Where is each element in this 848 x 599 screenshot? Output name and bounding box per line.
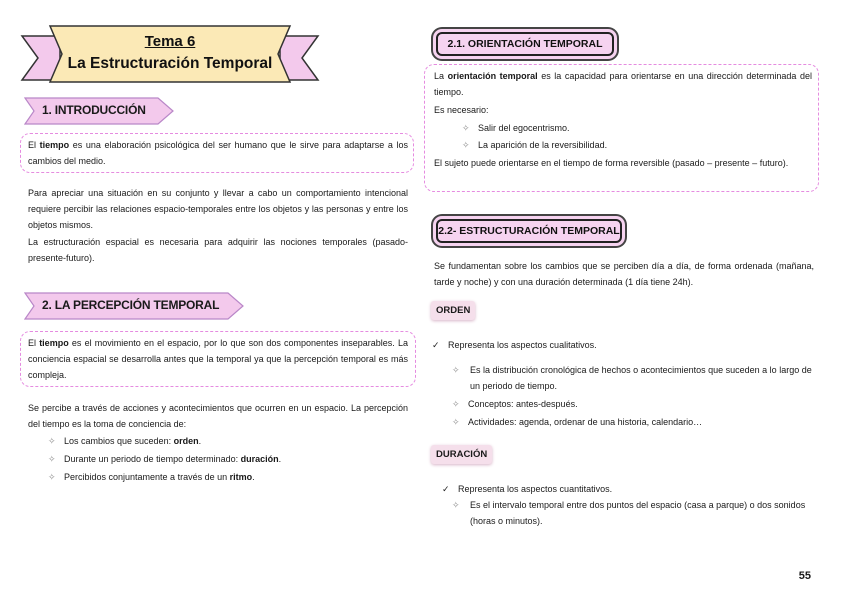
page-number: 55 bbox=[798, 570, 811, 582]
list-item: ✧ Es el intervalo temporal entre dos puntos del espacio (casa a parque) o dos sonidos (horas o minutos). bbox=[452, 497, 816, 529]
list-item: ✧ Durante un periodo de tiempo determinado: duración. bbox=[48, 451, 281, 467]
list-item: ✧ Es la distribución cronológica de hechos o acontecimientos que suceden a lo largo de un periodo de tiempo. bbox=[452, 362, 816, 394]
sparkle-icon: ✧ bbox=[48, 436, 56, 446]
duracion-label: DURACIÓN bbox=[431, 445, 492, 464]
check-icon: ✓ bbox=[432, 340, 440, 350]
heading-orientacion-label: 2.1. ORIENTACIÓN TEMPORAL bbox=[447, 38, 603, 50]
list-item: ✧ Salir del egocentrismo. bbox=[462, 120, 570, 136]
sparkle-icon: ✧ bbox=[452, 500, 460, 510]
title-banner bbox=[20, 22, 320, 86]
sparkle-icon: ✧ bbox=[462, 123, 470, 133]
list-item: ✧ Percibidos conjuntamente a través de un ritmo. bbox=[48, 469, 255, 485]
sparkle-icon: ✧ bbox=[452, 365, 460, 375]
sparkle-icon: ✧ bbox=[48, 472, 56, 482]
orden-check-item: ✓ Representa los aspectos cualitativos. bbox=[432, 337, 597, 353]
duracion-check-item: ✓ Representa los aspectos cuantitativos. bbox=[442, 481, 612, 497]
list-item: ✧ La aparición de la reversibilidad. bbox=[462, 137, 607, 153]
section-heading-orientacion bbox=[436, 32, 614, 56]
section-heading-percepcion bbox=[24, 292, 244, 320]
section-heading-estructuracion bbox=[436, 219, 622, 243]
percepcion-paragraph: Se percibe a través de acciones y acontecimientos que ocurren en un espacio. La percepción del tiempo es la toma de conciencia de: bbox=[28, 403, 408, 429]
page-title bbox=[20, 31, 320, 75]
estructuracion-paragraph: Se fundamentan sobre los cambios que se perciben día a día, de forma ordenada (mañana, tarde y noche) y con una duración determinada (1 día tiene 24h). bbox=[434, 261, 814, 287]
sparkle-icon: ✧ bbox=[462, 140, 470, 150]
percepcion-definition: El tiempo es el movimiento en el espacio, por lo que son dos componentes inseparables. La conciencia espacial se desarrolla antes que la temporal ya que la percepción temporal es más compleja. bbox=[28, 338, 408, 380]
intro-paragraph-2: La estructuración espacial es necesaria para adquirir las nociones temporales (pasado-presente-futuro). bbox=[28, 237, 408, 263]
heading-introduccion-label: 1. INTRODUCCIÓN bbox=[42, 103, 146, 117]
list-item: ✧ Actividades: agenda, ordenar de una historia, calendario… bbox=[452, 414, 702, 430]
section-heading-introduccion bbox=[24, 97, 174, 125]
title-line-2: La Estructuración Temporal bbox=[67, 55, 273, 72]
intro-definition: El tiempo es una elaboración psicológica del ser humano que le sirve para adaptarse a los cambios del medio. bbox=[28, 140, 408, 166]
heading-estructuracion-label: 2.2- ESTRUCTURACIÓN TEMPORAL bbox=[438, 225, 620, 237]
heading-percepcion-label: 2. LA PERCEPCIÓN TEMPORAL bbox=[42, 298, 220, 312]
orientacion-paragraph-3: El sujeto puede orientarse en el tiempo de forma reversible (pasado – presente – futuro). bbox=[434, 158, 789, 168]
sparkle-icon: ✧ bbox=[452, 399, 460, 409]
orientacion-paragraph-2: Es necesario: bbox=[434, 105, 489, 115]
orden-label: ORDEN bbox=[431, 301, 475, 320]
check-icon: ✓ bbox=[442, 484, 450, 494]
sparkle-icon: ✧ bbox=[452, 417, 460, 427]
list-item: ✧ Conceptos: antes-después. bbox=[452, 396, 578, 412]
intro-paragraph-1: Para apreciar una situación en su conjunto y llevar a cabo un comportamiento intencional requiere percibir las relaciones espacio-temporales entre los objetos y las personas y entre los objetos mismos. bbox=[28, 188, 408, 230]
sparkle-icon: ✧ bbox=[48, 454, 56, 464]
orientacion-paragraph-1: La orientación temporal es la capacidad para orientarse en una dirección determinada del tiempo. bbox=[434, 71, 813, 97]
title-line-1: Tema 6 bbox=[144, 33, 196, 50]
list-item: ✧ Los cambios que suceden: orden. bbox=[48, 433, 201, 449]
